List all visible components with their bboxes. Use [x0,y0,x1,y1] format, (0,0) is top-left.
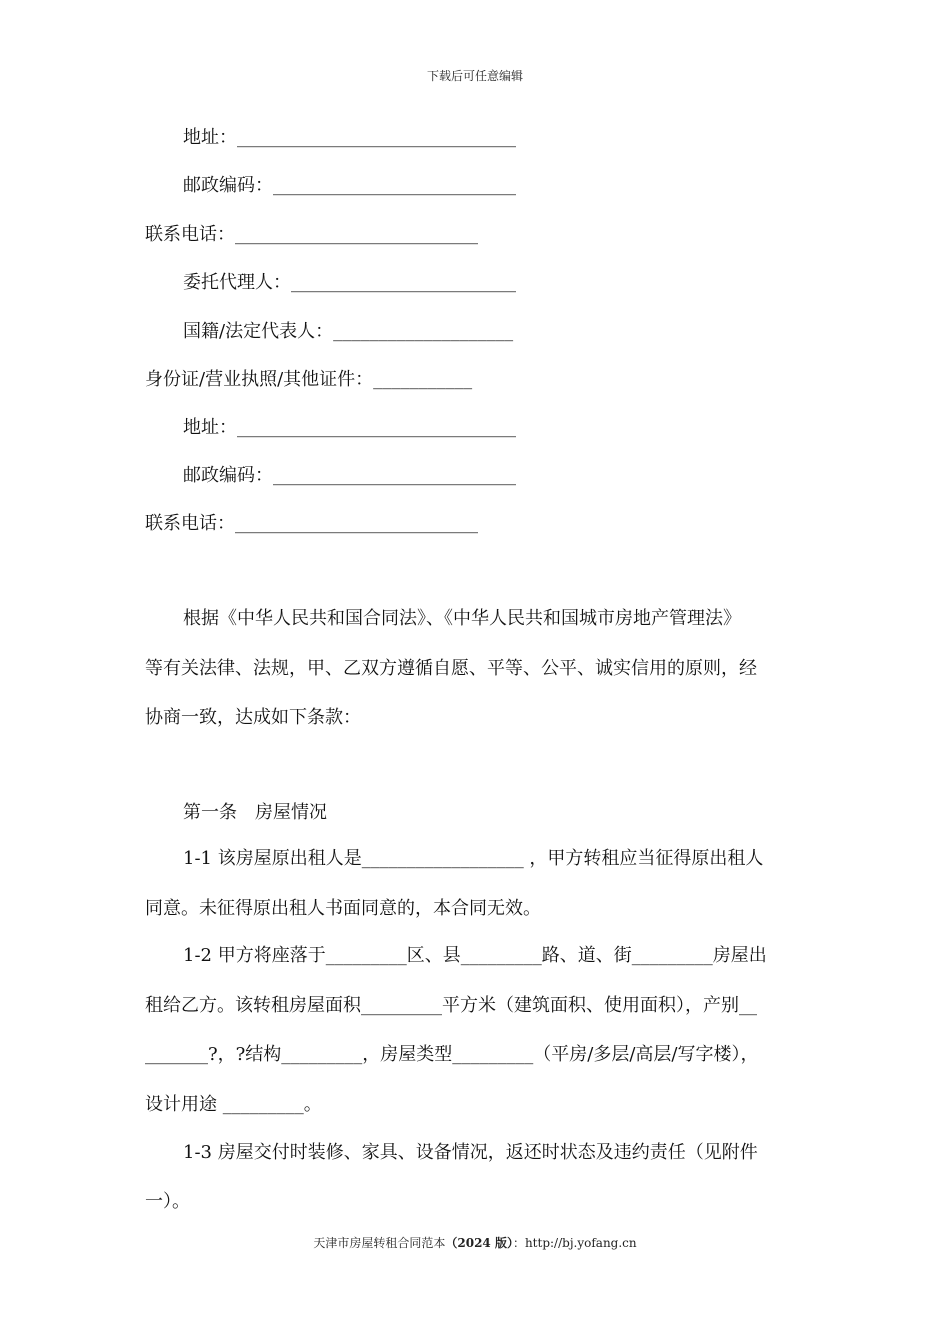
clause-1-2-line-4: 设计用途 _________。 [145,1094,322,1115]
id-document-field: 身份证/营业执照/其他证件：___________ [145,369,473,390]
agent-field: 委托代理人：_________________________ [183,272,516,293]
intro-line-1: 根据《中华人民共和国合同法》、《中华人民共和国城市房地产管理法》 [183,608,741,629]
clause-1-2-line-1: 1-2 甲方将座落于_________区、县_________路、道、街_________房屋出 [183,945,767,966]
clause-1-2-line-3: _______?，?结构_________，房屋类型_________（平房/多层/高层/写字楼）， [145,1044,759,1065]
page-footer [0,1234,950,1251]
footer-url[interactable]: ：http://bj.yofang.cn [512,1236,637,1250]
clause-1-3-line-2: 一）。 [145,1191,190,1212]
intro-line-3: 协商一致，达成如下条款： [145,707,361,728]
page-header: 下载后可任意编辑 [426,69,523,83]
postal-code-field-2: 邮政编码：___________________________ [183,465,516,486]
clause-1-3-line-1: 1-3 房屋交付时装修、家具、设备情况，返还时状态及违约责任（见附件 [183,1142,758,1163]
phone-field-1: 联系电话：___________________________ [145,224,478,245]
clause-1-2-line-2: 租给乙方。该转租房屋面积_________平方米（建筑面积、使用面积），产别__ [145,995,757,1016]
postal-code-field-1: 邮政编码：___________________________ [183,175,516,196]
footer-edition: （2024 版） [445,1236,513,1250]
intro-line-2: 等有关法律、法规，甲、乙双方遵循自愿、平等、公平、诚实信用的原则，经 [145,658,757,679]
article-1-title: 第一条 房屋情况 [183,802,327,823]
phone-field-2: 联系电话：___________________________ [145,513,478,534]
clause-1-1-line-2: 同意。未征得原出租人书面同意的，本合同无效。 [145,898,541,919]
address-field-1: 地址：_______________________________ [183,127,516,148]
clause-1-1-line-1: 1-1 该房屋原出租人是__________________ ，甲方转租应当征得原出租人 [183,848,764,869]
footer-title: 天津市房屋转租合同范本 [313,1236,446,1250]
address-field-2: 地址：_______________________________ [183,417,516,438]
nationality-rep-field: 国籍/法定代表人：____________________ [183,321,514,342]
